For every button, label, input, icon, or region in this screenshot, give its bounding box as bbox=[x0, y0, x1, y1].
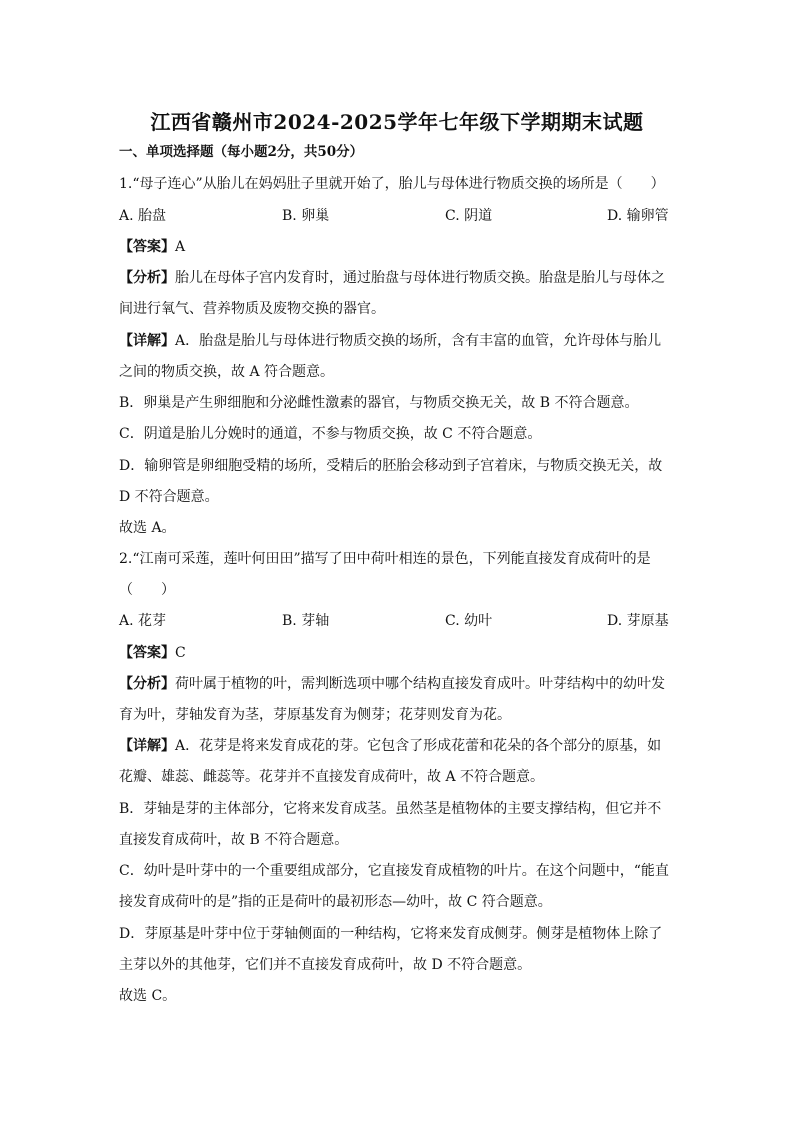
q2-conclusion: 故选 C。 bbox=[119, 988, 177, 1004]
analysis-tag: 【分析】 bbox=[119, 676, 175, 692]
analysis-text: 荷叶属于植物的叶，需判断选项中哪个结构直接发育成叶。叶芽结构中的幼叶发 bbox=[175, 676, 665, 692]
question-2-text-line-2: （ ） bbox=[119, 582, 175, 598]
detail-text: A．胎盘是胎儿与母体进行物质交换的场所，含有丰富的血管，允许母体与胎儿 bbox=[175, 333, 662, 349]
q2-detail-line-2: 花瓣、雄蕊、雌蕊等。花芽并不直接发育成荷叶，故 A 不符合题意。 bbox=[119, 769, 545, 785]
q2-answer bbox=[119, 642, 679, 664]
analysis-tag: 【分析】 bbox=[119, 270, 175, 286]
q2-option-c: C. 幼叶 bbox=[445, 613, 493, 629]
q2-detail-line-4: 直接发育成荷叶，故 B 不符合题意。 bbox=[119, 832, 349, 848]
q1-detail-line-6: D 不符合题意。 bbox=[119, 489, 219, 505]
q2-detail-line-3: B．芽轴是芽的主体部分，它将来发育成茎。虽然茎是植物体的主要支撑结构，但它并不 bbox=[119, 801, 662, 817]
detail-tag: 【详解】 bbox=[119, 333, 175, 349]
q2-analysis-line-2: 育为叶，芽轴发育为茎，芽原基发育为侧芽；花芽则发育为花。 bbox=[119, 707, 511, 723]
answer-value: A bbox=[175, 239, 186, 255]
question-1-text: 1.“母子连心”从胎儿在妈妈肚子里就开始了，胎儿与母体进行物质交换的场所是（ ） bbox=[119, 176, 665, 192]
q1-conclusion: 故选 A。 bbox=[119, 520, 176, 536]
question-2-text-line-1: 2.“江南可采莲，莲叶何田田”描写了田中荷叶相连的景色，下列能直接发育成荷叶的是 bbox=[119, 551, 651, 567]
q1-analysis-line-1 bbox=[119, 267, 679, 289]
page-title: 江西省赣州市2024-2025学年七年级下学期期末试题 bbox=[150, 110, 644, 134]
q1-option-d: D. 输卵管 bbox=[607, 208, 669, 224]
q1-option-b: B. 卵巢 bbox=[282, 208, 330, 224]
answer-tag: 【答案】 bbox=[119, 239, 175, 255]
detail-text: A．花芽是将来发育成花的芽。它包含了形成花蕾和花朵的各个部分的原基，如 bbox=[175, 738, 662, 754]
q2-option-a: A. 花芽 bbox=[119, 613, 167, 629]
q2-detail-line-8: 主芽以外的其他芽，它们并不直接发育成荷叶，故 D 不符合题意。 bbox=[119, 957, 532, 973]
q1-detail-line-2: 之间的物质交换，故 A 符合题意。 bbox=[119, 364, 335, 380]
detail-tag: 【详解】 bbox=[119, 738, 175, 754]
q2-detail-line-1 bbox=[119, 735, 679, 757]
analysis-text: 胎儿在母体子宫内发育时，通过胎盘与母体进行物质交换。胎盘是胎儿与母体之 bbox=[175, 270, 665, 286]
q1-analysis-line-2: 间进行氧气、营养物质及废物交换的器官。 bbox=[119, 301, 385, 317]
q2-option-d: D. 芽原基 bbox=[607, 613, 669, 629]
q1-detail-line-3: B．卵巢是产生卵细胞和分泌雌性激素的器官，与物质交换无关，故 B 不符合题意。 bbox=[119, 395, 639, 411]
q1-option-a: A. 胎盘 bbox=[119, 208, 167, 224]
q1-detail-line-4: C．阴道是胎儿分娩时的通道，不参与物质交换，故 C 不符合题意。 bbox=[119, 426, 542, 442]
q1-detail-line-1 bbox=[119, 330, 679, 352]
q2-detail-line-7: D．芽原基是叶芽中位于芽轴侧面的一种结构，它将来发育成侧芽。侧芽是植物体上除了 bbox=[119, 926, 663, 942]
q2-detail-line-5: C．幼叶是叶芽中的一个重要组成部分，它直接发育成植物的叶片。在这个问题中，“能直 bbox=[119, 863, 669, 879]
q1-detail-line-5: D．输卵管是卵细胞受精的场所，受精后的胚胎会移动到子宫着床，与物质交换无关，故 bbox=[119, 458, 663, 474]
q2-option-b: B. 芽轴 bbox=[282, 613, 330, 629]
section-heading: 一、单项选择题（每小题2分，共50分） bbox=[119, 144, 364, 160]
answer-value: C bbox=[175, 645, 186, 661]
answer-tag: 【答案】 bbox=[119, 645, 175, 661]
q1-option-c: C. 阴道 bbox=[445, 208, 493, 224]
q2-analysis-line-1 bbox=[119, 673, 679, 695]
q2-detail-line-6: 接发育成荷叶的是”指的正是荷叶的最初形态—幼叶，故 C 符合题意。 bbox=[119, 894, 552, 910]
q1-answer bbox=[119, 236, 679, 258]
